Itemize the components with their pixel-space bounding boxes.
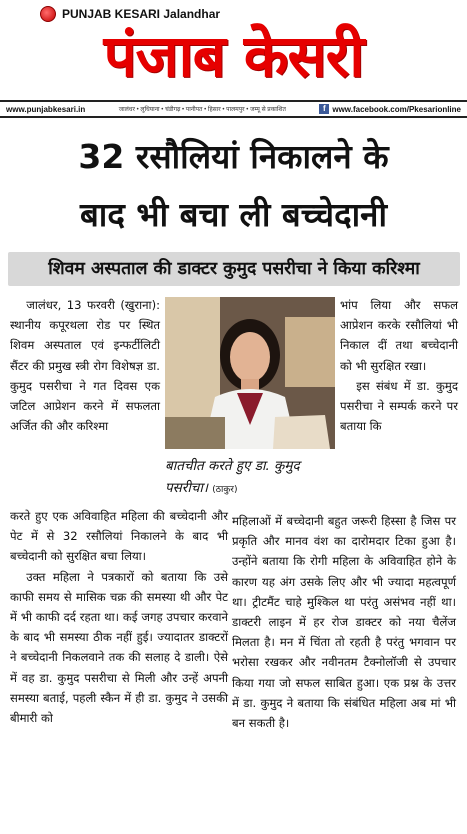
column-1 [10,295,160,436]
brand-title: पंजाब केसरी [103,22,364,90]
column-right-wide [232,511,456,733]
article-dateline-paragraph: जालंधर, 13 फरवरी (खुराना): स्थानीय कपूरथला रोड पर स्थित शिवम अस्पताल एवं इन्फर्टीलिटी सैंटर की प्रमुख स्त्री रोग विशेषज्ञ डा. कुमुद पसरीचा ने गत दिवस एक जटिल आप्रेशन करने में सफलता अर्जित की और करिश्मा [10,298,160,434]
brand-small-label: PUNJAB KESARI Jalandhar [62,7,221,21]
right-paragraph: महिलाओं में बच्चेदानी बहुत जरूरी हिस्सा है जिस पर प्रकृति और मानव वंश का दारोमदार टिका हुआ है। उन्होंने बताया कि रोगी महिला के अविवाहित होने के कारण यह अंग उसके लिए और भी ज्यादा महत्वपूर्ण था। ट्रीटमैंट चाहे मुश्किल था परंतु असंभव नहीं था। डाक्टरी लाइन में हर रोज डाक्टर को नया चैलेंज मिलता है। मन में चिंता तो रहती है परंतु भगवान पर भरोसा रखकर और नवीनतम टैक्नोलॉजी से उपचार किया गया जो सफल साबित हुआ। एक प्रश्न के उत्तर में डा. कुमुद ने बताया कि संबंधित महिला अब मां भी बन सकती है। [232,514,456,731]
left-paragraph-1: करते हुए एक अविवाहित महिला की बच्चेदानी और पेट में से 32 रसौलियां निकालने के बाद भी बच्चेदानी को सुरक्षित बचा लिया। [10,509,228,564]
website-link[interactable]: www.punjabkesari.in [6,104,86,114]
left-paragraph-2: उक्त महिला ने पत्रकारों को बताया कि उसे काफी समय से मासिक चक्र की समस्या थी और पेट में भी काफी दर्द रहता था। कई जगह उपचार करवाने के बाद भी समस्या ठीक नहीं हुई। ज्यादातर डाक्टरों ने बच्चेदानी निकलवाने तक की सलाह दे डाली। ऐसे में वह डा. कुमुद पसरीचा से मिली और उन्हें अपनी समस्या बताई, पहली स्कैन में ही डा. कुमुद ने उसकी बीमारी को [10,569,228,726]
column-3 [340,295,458,436]
headline-line-1: 32 रसौलियां निकालने के [78,137,389,176]
facebook-url: www.facebook.com/Pkesarionline [332,104,461,114]
headline [0,128,467,244]
column-3-paragraph-1: भांप लिया और सफल आप्रेशन करके रसौलियां भी निकाल दीं तथा बच्चेदानी को भी सुरक्षित रखा। [340,298,458,373]
edition-cities: जालंधर • लुधियाना • चंडीगढ़ • पानीपत • हिसार • पालमपुर • जम्मू से प्रकाशित [118,107,286,113]
url-bar [0,100,467,118]
facebook-link[interactable] [319,104,461,114]
headline-line-2: बाद भी बचा ली बच्चेदानी [79,195,388,234]
facebook-icon: f [319,104,329,114]
photo-caption [165,455,337,501]
subheadline: शिवम अस्पताल की डाक्टर कुमुद पसरीचा ने किया करिश्मा [8,252,460,286]
photo-credit: (ठाकुर) [212,485,238,495]
doctor-photo-illustration [165,297,335,449]
caption-text: बातचीत करते हुए डा. कुमुद पसरीचा। [165,458,300,496]
masthead [0,0,467,120]
column-left-wide [10,506,228,728]
column-3-paragraph-2: इस संबंध में डा. कुमुद पसरीचा ने सम्पर्क करने पर बताया कि [340,378,458,434]
doctor-photo [165,297,335,449]
